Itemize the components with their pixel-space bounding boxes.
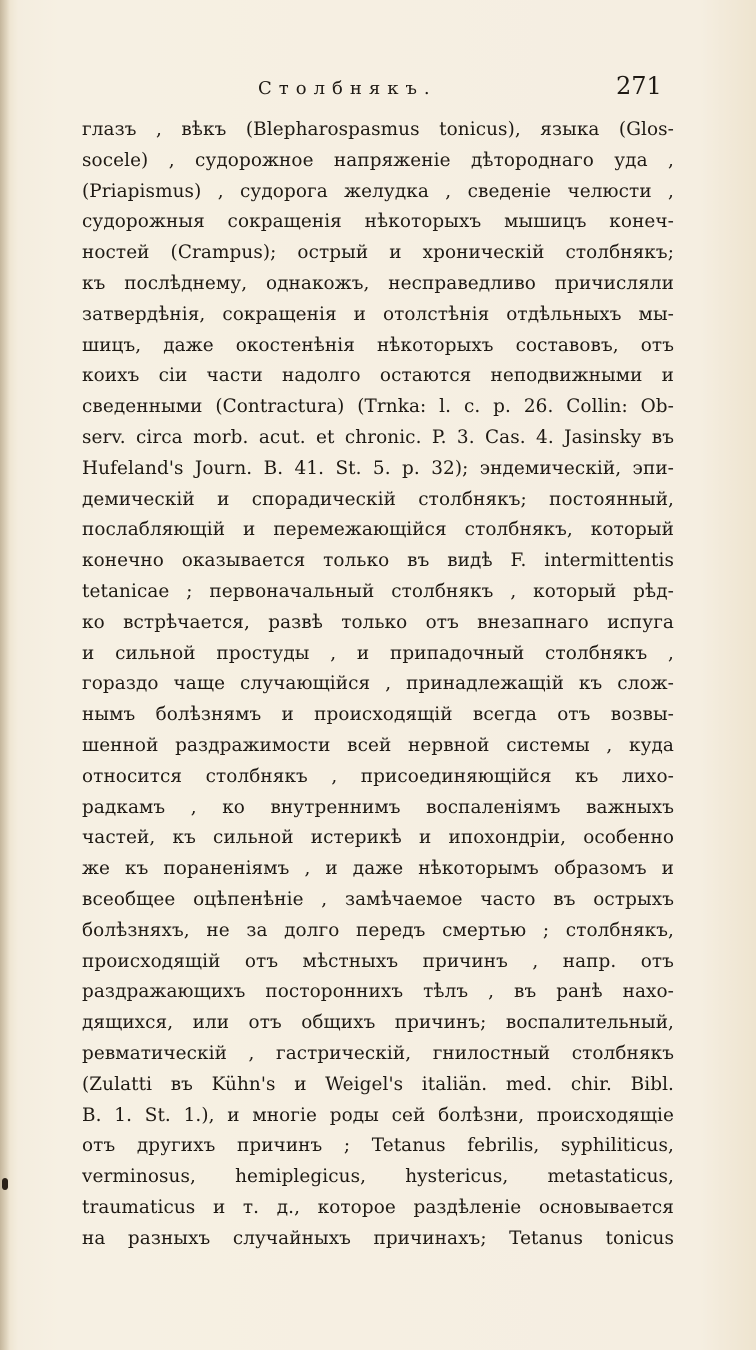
text-line: traumaticus и т. д., которое раздѣленіе основывается: [82, 1196, 674, 1218]
text-line: отъ другихъ причинъ ; Tetanus febrilis, syphiliticus,: [82, 1135, 674, 1157]
text-line: на разныхъ случайныхъ причинахъ; Tetanus tonicus: [82, 1227, 674, 1249]
text-line: происходящій отъ мѣстныхъ причинъ , напр. отъ: [82, 950, 674, 972]
text-line: и сильной простуды , и припадочный столбнякъ ,: [82, 642, 674, 664]
text-line: сведенными (Contractura) (Trnka: l. c. p. 26. Collin: Ob-: [82, 396, 674, 418]
text-line: раздражающихъ постороннихъ тѣлъ , въ ранѣ нахо-: [82, 981, 674, 1003]
text-line: послабляющій и перемежающійся столбнякъ, который: [82, 519, 674, 541]
text-line: tetanicae ; первоначальный столбнякъ , который рѣд-: [82, 580, 674, 602]
text-line: конечно оказывается только въ видѣ F. intermittentis: [82, 550, 674, 572]
text-line: судорожныя сокращенія нѣкоторыхъ мышицъ конеч-: [82, 211, 674, 233]
running-title: Столбнякъ.: [258, 78, 437, 99]
spine-shadow: [0, 0, 10, 1350]
text-line: нымъ болѣзнямъ и происходящій всегда отъ возвы-: [82, 704, 674, 726]
page-header: [0, 72, 756, 112]
text-line: B. 1. St. 1.), и многіе роды сей болѣзни, происходящіе: [82, 1104, 674, 1126]
text-line: ревматическій , гастрическій, гнилостный столбнякъ: [82, 1042, 674, 1064]
text-line: шицъ, даже окостенѣнія нѣкоторыхъ составовъ, отъ: [82, 334, 674, 356]
text-line: Hufeland's Journ. B. 41. St. 5. p. 32); эндемическій, эпи-: [82, 457, 674, 479]
text-line: же къ пораненіямъ , и даже нѣкоторымъ образомъ и: [82, 858, 674, 880]
text-line: serv. circa morb. acut. et chronic. P. 3. Cas. 4. Jasinsky въ: [82, 426, 674, 448]
margin-ink-mark: [2, 1178, 8, 1190]
text-line: verminosus, hemiplegicus, hystericus, metastaticus,: [82, 1166, 674, 1188]
text-line: дящихся, или отъ общихъ причинъ; воспалительный,: [82, 1012, 674, 1034]
page-number: 271: [616, 72, 662, 100]
text-line: частей, къ сильной истерикѣ и ипохондріи, особенно: [82, 827, 674, 849]
body-text: [82, 115, 674, 1249]
text-line: затвердѣнія, сокращенія и отолстѣнія отдѣльныхъ мы-: [82, 303, 674, 325]
text-line: коихъ сіи части надолго остаются неподвижными и: [82, 365, 674, 387]
text-line: socele) , судорожное напряженіе дѣтороднаго уда ,: [82, 149, 674, 171]
text-line: (Zulatti въ Kühn's и Weigel's italiän. med. chir. Bibl.: [82, 1073, 674, 1095]
text-line: всеобщее оцѣпенѣніе , замѣчаемое часто въ острыхъ: [82, 888, 674, 910]
text-line: радкамъ , ко внутреннимъ воспаленіямъ важныхъ: [82, 796, 674, 818]
text-line: относится столбнякъ , присоединяющійся къ лихо-: [82, 765, 674, 787]
text-line: глазъ , вѣкъ (Blepharospasmus tonicus), языка (Glos-: [82, 119, 674, 140]
text-line: (Priapismus) , судорога желудка , сведеніе челюсти ,: [82, 180, 674, 202]
text-line: шенной раздражимости всей нервной системы , куда: [82, 734, 674, 756]
text-line: болѣзняхъ, не за долго передъ смертью ; столбнякъ,: [82, 919, 674, 941]
text-line: къ послѣднему, однакожъ, несправедливо причисляли: [82, 272, 674, 294]
text-line: гораздо чаще случающійся , принадлежащій къ слож-: [82, 673, 674, 695]
text-line: демическій и спорадическій столбнякъ; постоянный,: [82, 488, 674, 510]
text-line: ностей (Crampus); острый и хроническій столбнякъ;: [82, 242, 674, 264]
text-line: ко встрѣчается, развѣ только отъ внезапнаго испуга: [82, 611, 674, 633]
